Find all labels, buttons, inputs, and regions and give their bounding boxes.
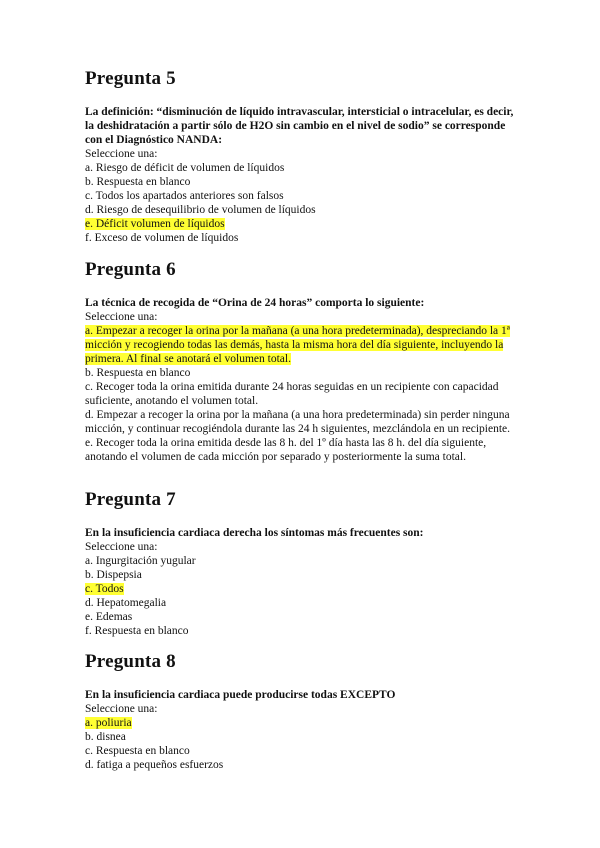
answer-option: c. Todos los apartados anteriores son falsos xyxy=(85,190,284,202)
answer-option-highlighted: c. Todos xyxy=(85,583,124,595)
answer-option: d. Empezar a recoger la orina por la mañana (a una hora predeterminada) sin perder ninguna micción, y continuar recogiéndola durante las 24 h siguientes, mezclándola en un recipiente. xyxy=(85,409,511,435)
answer-option-highlighted: a. Empezar a recoger la orina por la mañana (a una hora predeterminada), despreciando la 1ª micción y recogiendo todas las demás, hasta la misma hora del día siguiente, incluyendo la primera. Al final se anotará el volumen total. xyxy=(85,325,510,365)
select-prompt: Seleccione una: xyxy=(85,148,158,160)
answer-option: c. Respuesta en blanco xyxy=(85,745,190,757)
question-8 xyxy=(85,651,395,772)
question-5 xyxy=(85,68,515,245)
answer-option: b. disnea xyxy=(85,731,126,743)
question-text: En la insuficiencia cardiaca puede producirse todas EXCEPTO xyxy=(85,689,396,701)
answer-option: a. Ingurgitación yugular xyxy=(85,555,196,567)
answer-option: b. Dispepsia xyxy=(85,569,142,581)
question-text: La técnica de recogida de “Orina de 24 horas” comporta lo siguiente: xyxy=(85,297,425,309)
question-title: Pregunta 5 xyxy=(85,68,176,89)
question-title: Pregunta 6 xyxy=(85,259,176,280)
question-title: Pregunta 8 xyxy=(85,651,176,672)
answer-option: f. Exceso de volumen de líquidos xyxy=(85,232,239,244)
question-6 xyxy=(85,259,515,464)
answer-option: e. Recoger toda la orina emitida desde las 8 h. del 1º día hasta las 8 h. del día siguiente, anotando el volumen de cada micción por separado y posteriormente la suma total. xyxy=(85,437,487,463)
question-text: La definición: “disminución de líquido intravascular, intersticial o intracelular, es decir, la deshidratación a partir sólo de H2O sin cambio en el nivel de sodio” se corresponde con el Diagnóstico NANDA: xyxy=(85,106,514,146)
question-text: En la insuficiencia cardiaca derecha los síntomas más frecuentes son: xyxy=(85,527,424,539)
answer-option: f. Respuesta en blanco xyxy=(85,625,189,637)
question-7 xyxy=(85,489,424,638)
answer-option: a. Riesgo de déficit de volumen de líquidos xyxy=(85,162,285,174)
answer-option: d. Hepatomegalia xyxy=(85,597,167,609)
answer-option: b. Respuesta en blanco xyxy=(85,367,191,379)
answer-option: c. Recoger toda la orina emitida durante 24 horas seguidas en un recipiente con capacidad suficiente, anotando el volumen total. xyxy=(85,381,499,407)
answer-option: b. Respuesta en blanco xyxy=(85,176,191,188)
answer-option-highlighted: e. Déficit volumen de líquidos xyxy=(85,218,225,230)
select-prompt: Seleccione una: xyxy=(85,703,158,715)
answer-option-highlighted: a. poliuria xyxy=(85,717,132,729)
answer-option: d. Riesgo de desequilibrio de volumen de líquidos xyxy=(85,204,316,216)
answer-option: e. Edemas xyxy=(85,611,133,623)
question-title: Pregunta 7 xyxy=(85,489,176,510)
select-prompt: Seleccione una: xyxy=(85,541,158,553)
select-prompt: Seleccione una: xyxy=(85,311,158,323)
answer-option: d. fatiga a pequeños esfuerzos xyxy=(85,759,224,771)
